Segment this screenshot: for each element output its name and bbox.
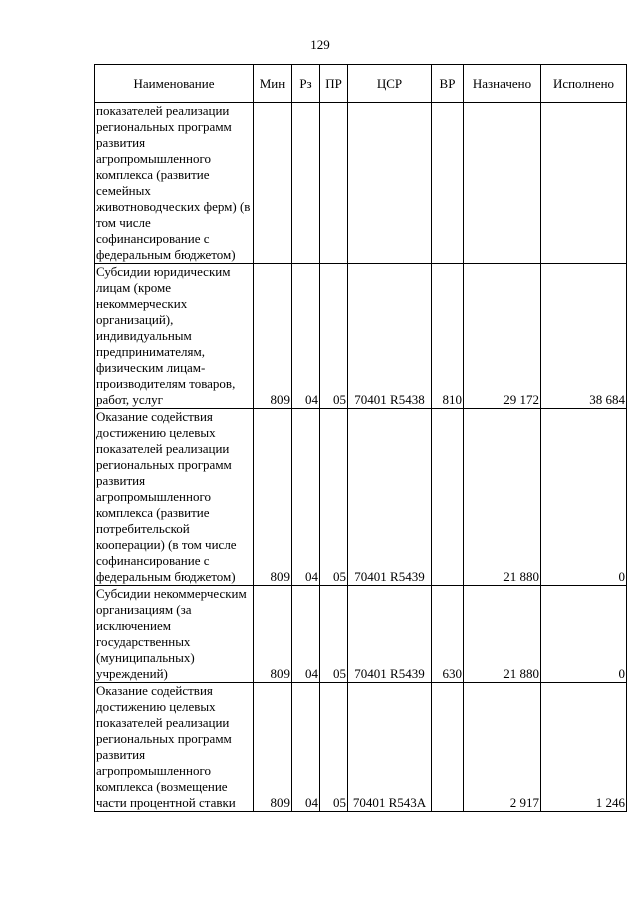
cell-csr: 70401 R5439 xyxy=(348,586,432,683)
cell-pr: 05 xyxy=(320,683,348,812)
cell-vr xyxy=(432,103,464,264)
table-row xyxy=(95,103,627,264)
cell-assigned: 29 172 xyxy=(464,264,541,409)
cell-csr xyxy=(348,103,432,264)
cell-name: Субсидии некоммерческим организациям (за исключением государственных (муниципальных) учреждений) xyxy=(95,586,254,683)
column-header-vr: ВР xyxy=(432,65,464,103)
cell-vr xyxy=(432,683,464,812)
column-header-name: Наименование xyxy=(95,65,254,103)
cell-assigned xyxy=(464,103,541,264)
table-row xyxy=(95,264,627,409)
table-row xyxy=(95,409,627,586)
cell-rz: 04 xyxy=(292,683,320,812)
cell-assigned: 2 917 xyxy=(464,683,541,812)
cell-pr: 05 xyxy=(320,409,348,586)
cell-rz: 04 xyxy=(292,586,320,683)
column-header-pr: ПР xyxy=(320,65,348,103)
cell-min xyxy=(254,103,292,264)
column-header-rz: Рз xyxy=(292,65,320,103)
column-header-min: Мин xyxy=(254,65,292,103)
cell-rz xyxy=(292,103,320,264)
column-header-assigned: Назначено xyxy=(464,65,541,103)
cell-vr: 630 xyxy=(432,586,464,683)
cell-min: 809 xyxy=(254,409,292,586)
column-header-csr: ЦСР xyxy=(348,65,432,103)
cell-min: 809 xyxy=(254,586,292,683)
cell-assigned: 21 880 xyxy=(464,586,541,683)
cell-pr xyxy=(320,103,348,264)
table-header-row xyxy=(95,65,627,103)
column-header-executed: Исполнено xyxy=(541,65,627,103)
table-row xyxy=(95,683,627,812)
page-number: 129 xyxy=(310,37,330,52)
cell-assigned: 21 880 xyxy=(464,409,541,586)
cell-vr xyxy=(432,409,464,586)
cell-rz: 04 xyxy=(292,264,320,409)
cell-csr: 70401 R5438 xyxy=(348,264,432,409)
cell-name: показателей реализации региональных программ развития агропромышленного комплекса (развитие семейных животноводческих ферм) (в том числе софинансирование с федеральным бюджетом) xyxy=(95,103,254,264)
budget-table xyxy=(94,64,627,812)
cell-csr: 70401 R543A xyxy=(348,683,432,812)
cell-min: 809 xyxy=(254,683,292,812)
cell-min: 809 xyxy=(254,264,292,409)
table-row xyxy=(95,586,627,683)
cell-name: Субсидии юридическим лицам (кроме некоммерческих организаций), индивидуальным предпринимателям, физическим лицам-производителям товаров, работ, услуг xyxy=(95,264,254,409)
cell-name: Оказание содействия достижению целевых показателей реализации региональных программ развития агропромышленного комплекса (развитие потребительской кооперации) (в том числе софинансирование с федеральным бюджетом) xyxy=(95,409,254,586)
cell-vr: 810 xyxy=(432,264,464,409)
cell-pr: 05 xyxy=(320,264,348,409)
cell-executed: 0 xyxy=(541,409,627,586)
cell-rz: 04 xyxy=(292,409,320,586)
cell-pr: 05 xyxy=(320,586,348,683)
cell-csr: 70401 R5439 xyxy=(348,409,432,586)
cell-executed: 0 xyxy=(541,586,627,683)
cell-executed: 1 246 xyxy=(541,683,627,812)
cell-executed xyxy=(541,103,627,264)
cell-executed: 38 684 xyxy=(541,264,627,409)
cell-name: Оказание содействия достижению целевых показателей реализации региональных программ развития агропромышленного комплекса (возмещение части процентной ставки xyxy=(95,683,254,812)
